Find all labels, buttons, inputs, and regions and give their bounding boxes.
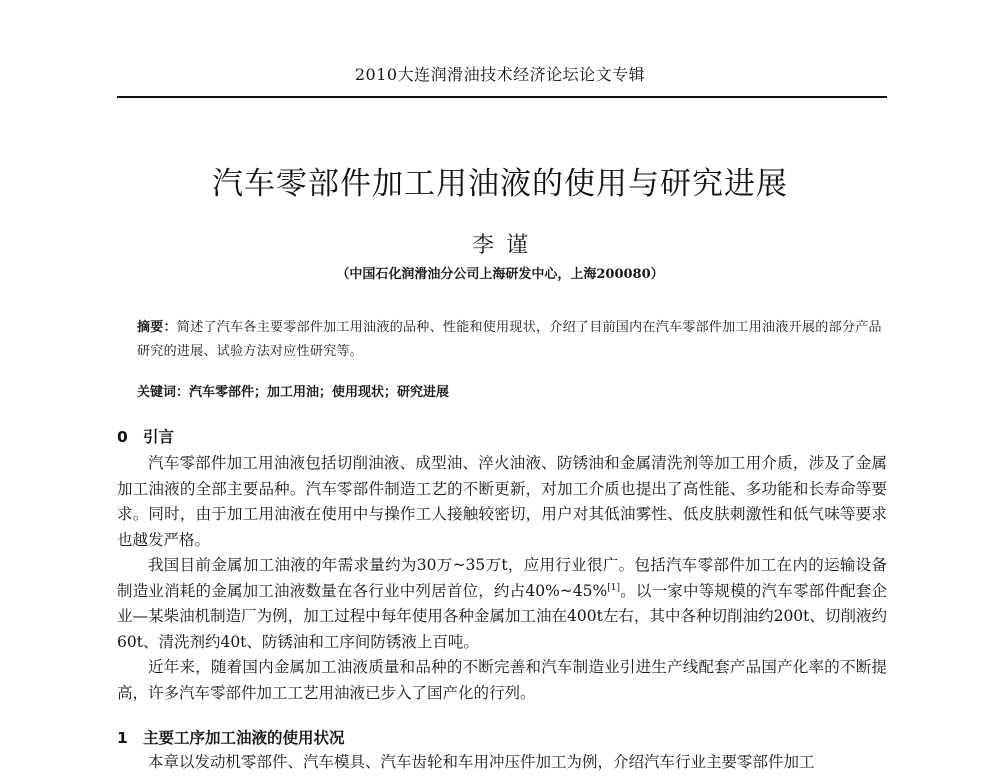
paragraph [117, 553, 887, 655]
section-1-number: 1 [117, 729, 128, 747]
section-1-partial-line: 本章以发动机零部件、汽车模具、汽车齿轮和车用冲压件加工为例，介绍汽车行业主要零部件加工 [148, 753, 815, 771]
section-0-body [117, 451, 887, 706]
keywords-label: 关键词： [137, 385, 190, 400]
paragraph: 近年来，随着国内金属加工油液质量和品种的不断完善和汽车制造业引进生产线配套产品国产化率的不断提高，许多汽车零部件加工工艺用油液已步入了国产化的行列。 [117, 658, 887, 702]
section-0-heading [117, 425, 174, 447]
section-1-heading [117, 726, 345, 748]
author-name: 李谨 [471, 233, 540, 258]
paragraph: 汽车零部件加工用油液包括切削油液、成型油、淬火油液、防锈油和金属清洗剂等加工用介质，涉及了金属加工油液的全部主要品种。汽车零部件制造工艺的不断更新，对加工介质也提出了高性能、多功能和长寿命等要求。同时，由于加工用油液在使用中与操作工人接触较密切，用户对其低油雾性、低皮肤刺激性和低气味等要求也越发严格。 [117, 454, 887, 549]
abstract-text: 简述了汽车各主要零部件加工用油液的品种、性能和使用现状，介绍了目前国内在汽车零部件加工用油液开展的部分产品研究的进展、试验方法对应性研究等。 [137, 320, 882, 359]
paragraph-part: 。以一家中等规模的汽车零部件配套企业—某柴油机制造厂为例，加工过程中每年使用各种金属加工油在400t左右，其中各种切削油约200t、切削液约60t、清洗剂约40t、防锈油和工序间防锈液上百吨。 [117, 581, 887, 651]
keywords [137, 381, 882, 405]
author-affiliation: （中国石化润滑油分公司上海研发中心，上海200080） [336, 267, 664, 282]
paragraph-part: 我国目前金属加工油液的年需求量约为30万~35万t，应用行业很广。包括汽车零部件加工在内的运输设备制造业消耗的金属加工油液数量在各行业中列居首位，约占40%~45% [117, 556, 887, 600]
section-0-number: 0 [117, 428, 128, 446]
section-0-title: 引言 [143, 428, 175, 446]
paper-title: 汽车零部件加工用油液的使用与研究进展 [212, 166, 788, 202]
section-1-title: 主要工序加工油液的使用状况 [143, 729, 345, 747]
running-head: 2010大连润滑油技术经济论坛论文专辑 [354, 65, 646, 84]
header-rule [117, 96, 887, 98]
abstract [137, 316, 882, 364]
abstract-label: 摘要： [137, 320, 177, 335]
citation-ref: [1] [607, 582, 620, 593]
keywords-text: 汽车零部件；加工用油；使用现状；研究进展 [189, 385, 450, 400]
